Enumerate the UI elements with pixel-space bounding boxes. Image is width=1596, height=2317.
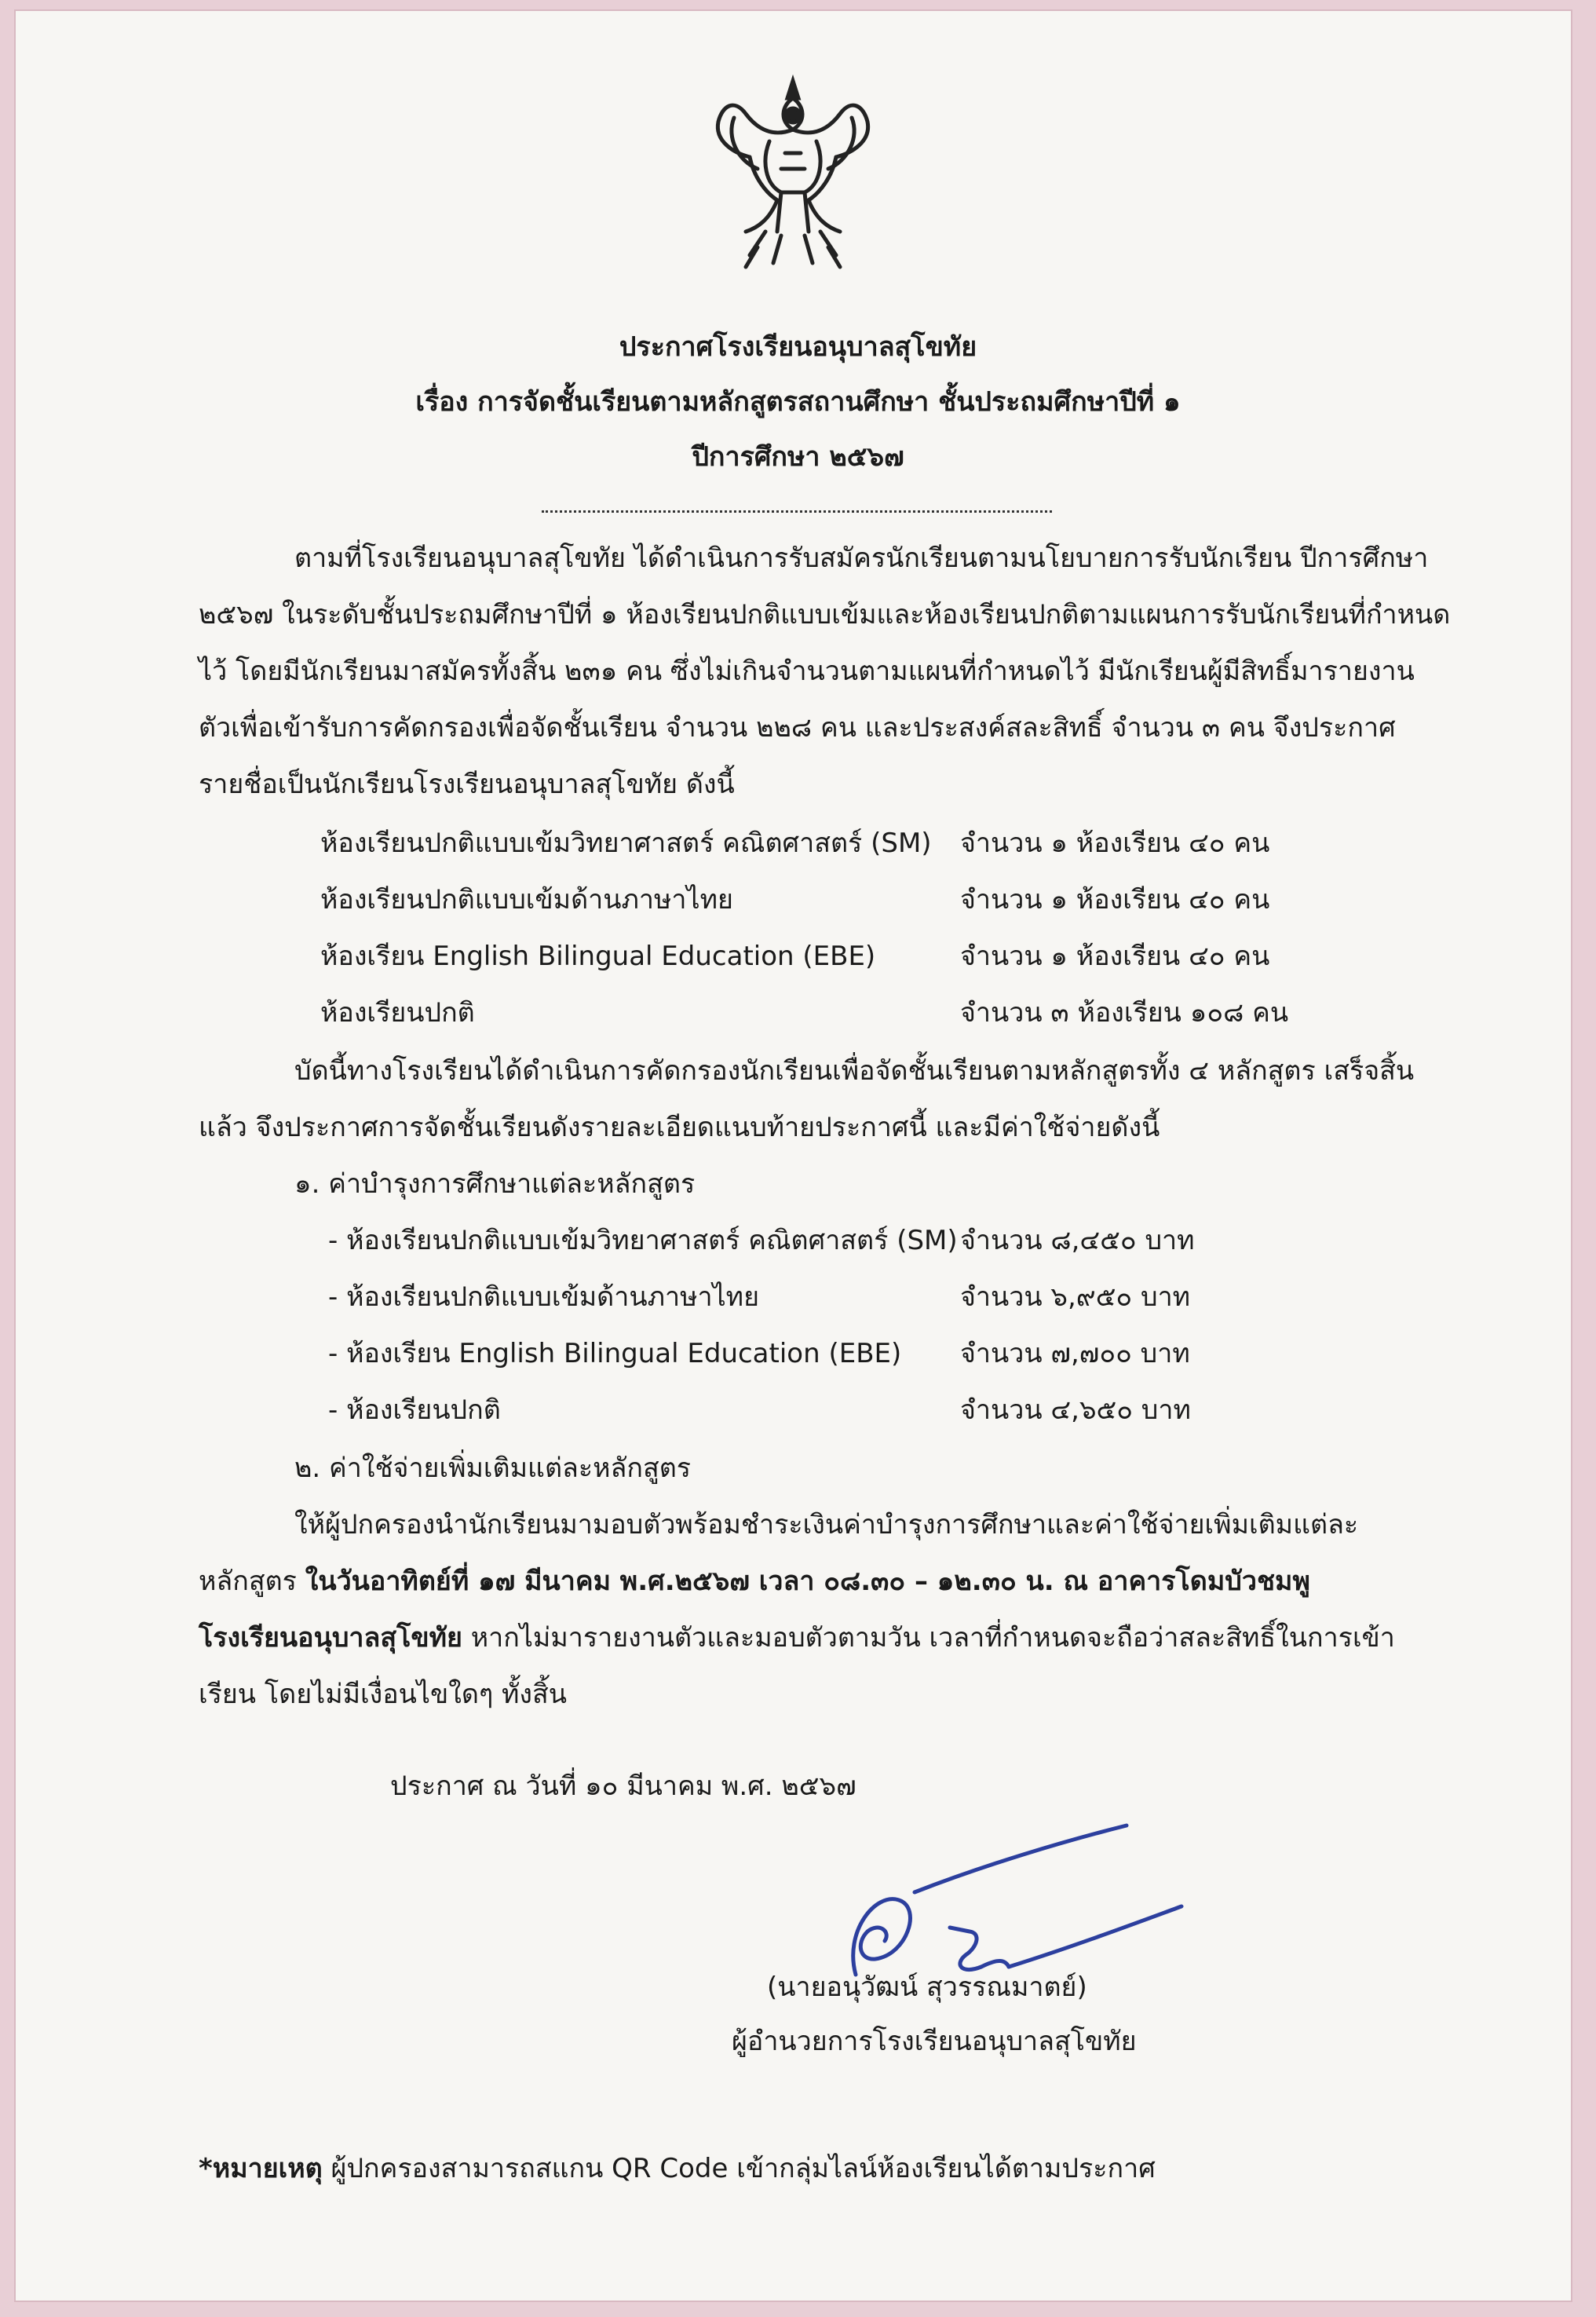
class-name: ห้องเรียน English Bilingual Education (EBE) [320, 941, 876, 972]
fee-item-name: - ห้องเรียน English Bilingual Education (EBE) [328, 1338, 902, 1369]
intro-line-4: ตัวเพื่อเข้ารับการคัดกรองเพื่อจัดชั้นเรียน จำนวน ๒๒๘ คน และประสงค์สละสิทธิ์ จำนวน ๓ คน จึงประกาศ [199, 712, 1396, 744]
fees-heading: ๑. ค่าบำรุงการศึกษาแต่ละหลักสูตร [294, 1168, 696, 1200]
class-name: ห้องเรียนปกติ [320, 997, 475, 1029]
signatory-name: (นายอนุวัฒน์ สุวรรณมาตย์) [767, 1972, 1087, 2003]
intro-line-2: ๒๕๖๗ ในระดับชั้นประถมศึกษาปีที่ ๑ ห้องเรียนปกติแบบเข้มและห้องเรียนปกติตามแผนการรับนักเรียนที่กำหนด [199, 599, 1451, 630]
signatory-position: ผู้อำนวยการโรงเรียนอนุบาลสุโขทัย [732, 2026, 1137, 2057]
fee-item-name: - ห้องเรียนปกติแบบเข้มวิทยาศาสตร์ คณิตศาสตร์ (SM) [328, 1225, 958, 1256]
footnote-label: *หมายเหตุ [199, 2153, 323, 2184]
intro-line-3: ไว้ โดยมีนักเรียนมาสมัครทั้งสิ้น ๒๓๑ คน ซึ่งไม่เกินจำนวนตามแผนที่กำหนดไว้ มีนักเรียนผู้มีสิทธิ์มารายงาน [199, 656, 1415, 687]
academic-year: ปีการศึกษา ๒๕๖๗ [692, 441, 904, 473]
fee-item-amount: จำนวน ๖,๙๕๐ บาท [960, 1281, 1191, 1313]
para3-line-2-prefix: หลักสูตร [199, 1566, 305, 1597]
para3-line-3-rest: หากไม่มารายงานตัวและมอบตัวตามวัน เวลาที่กำหนดจะถือว่าสละสิทธิ์ในการเข้า [462, 1622, 1395, 1654]
appointment-details: ในวันอาทิตย์ที่ ๑๗ มีนาคม พ.ศ.๒๕๖๗ เวลา ๐๘.๓๐ – ๑๒.๓๐ น. ณ อาคารโดมบัวชมพู [305, 1566, 1310, 1597]
subject-line: เรื่อง การจัดชั้นเรียนตามหลักสูตรสถานศึกษา ชั้นประถมศึกษาปีที่ ๑ [415, 386, 1181, 418]
class-detail: จำนวน ๑ ห้องเรียน ๔๐ คน [960, 941, 1270, 972]
intro-line-5: รายชื่อเป็นนักเรียนโรงเรียนอนุบาลสุโขทัย ดังนี้ [199, 769, 735, 800]
fee-item-amount: จำนวน ๔,๖๕๐ บาท [960, 1394, 1191, 1426]
page-title: ประกาศโรงเรียนอนุบาลสุโขทัย [619, 331, 977, 363]
fee-item-amount: จำนวน ๘,๔๕๐ บาท [960, 1225, 1195, 1256]
announcement-date: ประกาศ ณ วันที่ ๑๐ มีนาคม พ.ศ. ๒๕๖๗ [390, 1771, 856, 1802]
class-name: ห้องเรียนปกติแบบเข้มวิทยาศาสตร์ คณิตศาสตร์ (SM) [320, 828, 932, 859]
fee-item-name: - ห้องเรียนปกติ [328, 1394, 501, 1426]
fee-item-amount: จำนวน ๗,๗๐๐ บาท [960, 1338, 1190, 1369]
footnote-text: ผู้ปกครองสามารถสแกน QR Code เข้ากลุ่มไลน์ห้องเรียนได้ตามประกาศ [322, 2153, 1156, 2184]
school-name-bold: โรงเรียนอนุบาลสุโขทัย [199, 1622, 462, 1654]
class-detail: จำนวน ๑ ห้องเรียน ๔๐ คน [960, 884, 1270, 915]
garuda-emblem-icon [703, 75, 883, 275]
para3-line-4: เรียน โดยไม่มีเงื่อนไขใดๆ ทั้งสิ้น [199, 1679, 568, 1710]
para2-line-1: บัดนี้ทางโรงเรียนได้ดำเนินการคัดกรองนักเรียนเพื่อจัดชั้นเรียนตามหลักสูตรทั้ง ๔ หลักสูตร เสร็จสิ้น [294, 1055, 1415, 1087]
class-name: ห้องเรียนปกติแบบเข้มด้านภาษาไทย [320, 884, 733, 915]
signature-icon [813, 1798, 1213, 1994]
fee-item-name: - ห้องเรียนปกติแบบเข้มด้านภาษาไทย [328, 1281, 760, 1313]
para3-line-2 [199, 1568, 1310, 1595]
divider [542, 510, 1052, 513]
intro-line-1: ตามที่โรงเรียนอนุบาลสุโขทัย ได้ดำเนินการรับสมัครนักเรียนตามนโยบายการรับนักเรียน ปีการศึกษา [294, 543, 1429, 574]
para2-line-2: แล้ว จึงประกาศการจัดชั้นเรียนดังรายละเอียดแนบท้ายประกาศนี้ และมีค่าใช้จ่ายดังนี้ [199, 1112, 1160, 1143]
para3-line-3 [199, 1622, 1395, 1654]
para3-line-1: ให้ผู้ปกครองนำนักเรียนมามอบตัวพร้อมชำระเงินค่าบำรุงการศึกษาและค่าใช้จ่ายเพิ่มเติมแต่ละ [294, 1509, 1359, 1540]
class-detail: จำนวน ๑ ห้องเรียน ๔๐ คน [960, 828, 1270, 859]
class-detail: จำนวน ๓ ห้องเรียน ๑๐๘ คน [960, 997, 1289, 1029]
footnote [199, 2155, 1156, 2182]
fees-heading-2: ๒. ค่าใช้จ่ายเพิ่มเติมแต่ละหลักสูตร [294, 1453, 692, 1484]
